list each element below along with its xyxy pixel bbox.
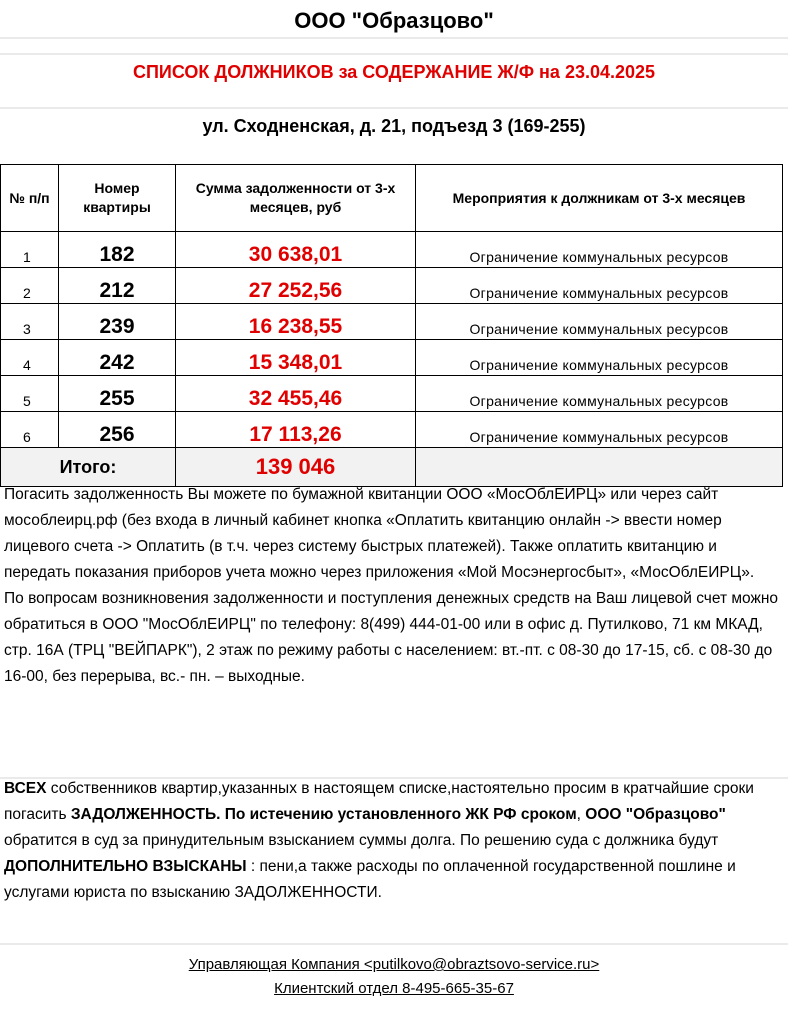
table-row bbox=[1, 232, 783, 268]
debt-amount: 16 238,55 bbox=[176, 304, 416, 340]
row-number: 3 bbox=[1, 304, 59, 340]
table-header-row bbox=[1, 165, 783, 232]
total-label: Итого: bbox=[1, 448, 176, 487]
column-header-debt-sum: Сумма задолженности от 3-х месяцев, руб bbox=[176, 165, 416, 232]
debt-amount: 15 348,01 bbox=[176, 340, 416, 376]
debt-amount: 27 252,56 bbox=[176, 268, 416, 304]
notice-text-1: собственников квартир,указанных в настоящем списке,настоятельно просим в кратчайшие сроки погасить bbox=[4, 780, 754, 823]
total-row bbox=[1, 448, 783, 487]
debt-amount: 30 638,01 bbox=[176, 232, 416, 268]
debtors-table bbox=[0, 164, 783, 487]
column-header-number: № п/п bbox=[1, 165, 59, 232]
notice-bold-company: ООО "Образцово" bbox=[585, 806, 726, 823]
table-row bbox=[1, 340, 783, 376]
debtor-action: Ограничение коммунальных ресурсов bbox=[416, 268, 783, 304]
legal-notice bbox=[4, 776, 782, 906]
column-header-apartment: Номер квартиры bbox=[59, 165, 176, 232]
notice-text-2: , bbox=[576, 806, 586, 823]
client-department-phone: Клиентский отдел 8-495-665-35-67 bbox=[274, 980, 514, 997]
notice-text-4: : пени,а также расходы по оплаченной государственной пошлине и услугами юриста по взысканию ЗАДОЛЖЕННОСТИ. bbox=[4, 858, 736, 901]
notice-bold-all: ВСЕХ bbox=[4, 780, 47, 797]
table-row bbox=[1, 376, 783, 412]
table-row bbox=[1, 268, 783, 304]
debtor-action: Ограничение коммунальных ресурсов bbox=[416, 304, 783, 340]
apartment-number: 212 bbox=[59, 268, 176, 304]
debt-amount: 32 455,46 bbox=[176, 376, 416, 412]
notice-bold-debt: ЗАДОЛЖЕННОСТЬ. По истечению установленного ЖК РФ сроком bbox=[70, 806, 577, 823]
notice-text-3: обратится в суд за принудительным взысканием суммы долга. По решению суда с должника будут bbox=[4, 832, 719, 849]
row-number: 5 bbox=[1, 376, 59, 412]
payment-instructions: Погасить задолженность Вы можете по бумажной квитанции ООО «МосОблЕИРЦ» или через сайт мособлеирц.рф (без входа в личный кабинет кнопка «Оплатить квитанцию онлайн -> ввести номер лицевого счета -> Оплатить (в т.ч. через систему быстрых платежей). Также оплатить квитанцию и передать показания приборов учета можно через приложения «Мой Мосэнергосбыт», «МосОблЕИРЦ». bbox=[4, 486, 755, 581]
debtor-list-title: СПИСОК ДОЛЖНИКОВ за СОДЕРЖАНИЕ Ж/Ф на 23.04.2025 bbox=[132, 62, 656, 82]
row-number: 4 bbox=[1, 340, 59, 376]
contact-instructions: По вопросам возникновения задолженности и поступления денежных средств на Ваш лицевой счет можно обратиться в ООО "МосОблЕИРЦ" по телефону: 8(499) 444-01-00 или в офис д. Путилково, 71 км МКАД, стр. 16А (ТРЦ "ВЕЙПАРК"), 2 этаж по режиму работы с населением: вт.-пт. с 08-30 до 17-15, сб. с 08-30 до 16-00, без перерыва, вс.- пн. – выходные. bbox=[4, 590, 779, 685]
row-number: 1 bbox=[1, 232, 59, 268]
payment-info bbox=[4, 482, 782, 690]
table-row bbox=[1, 304, 783, 340]
column-header-actions: Мероприятия к должникам от 3-х месяцев bbox=[416, 165, 783, 232]
apartment-number: 182 bbox=[59, 232, 176, 268]
table-row bbox=[1, 412, 783, 448]
total-amount: 139 046 bbox=[176, 448, 416, 487]
debtor-action: Ограничение коммунальных ресурсов bbox=[416, 340, 783, 376]
apartment-number: 239 bbox=[59, 304, 176, 340]
apartment-number: 256 bbox=[59, 412, 176, 448]
row-number: 6 bbox=[1, 412, 59, 448]
row-number: 2 bbox=[1, 268, 59, 304]
debtor-action: Ограничение коммунальных ресурсов bbox=[416, 376, 783, 412]
company-title: ООО "Образцово" bbox=[294, 8, 494, 33]
debt-amount: 17 113,26 bbox=[176, 412, 416, 448]
management-company-contact: Управляющая Компания <putilkovo@obraztsovo-service.ru> bbox=[188, 956, 600, 973]
building-address: ул. Сходненская, д. 21, подъезд 3 (169-255) bbox=[202, 116, 586, 136]
apartment-number: 242 bbox=[59, 340, 176, 376]
debtor-action: Ограничение коммунальных ресурсов bbox=[416, 412, 783, 448]
total-row-empty-cell bbox=[416, 448, 783, 487]
notice-bold-additional: ДОПОЛНИТЕЛЬНО ВЗЫСКАНЫ bbox=[4, 858, 247, 875]
debtor-action: Ограничение коммунальных ресурсов bbox=[416, 232, 783, 268]
apartment-number: 255 bbox=[59, 376, 176, 412]
